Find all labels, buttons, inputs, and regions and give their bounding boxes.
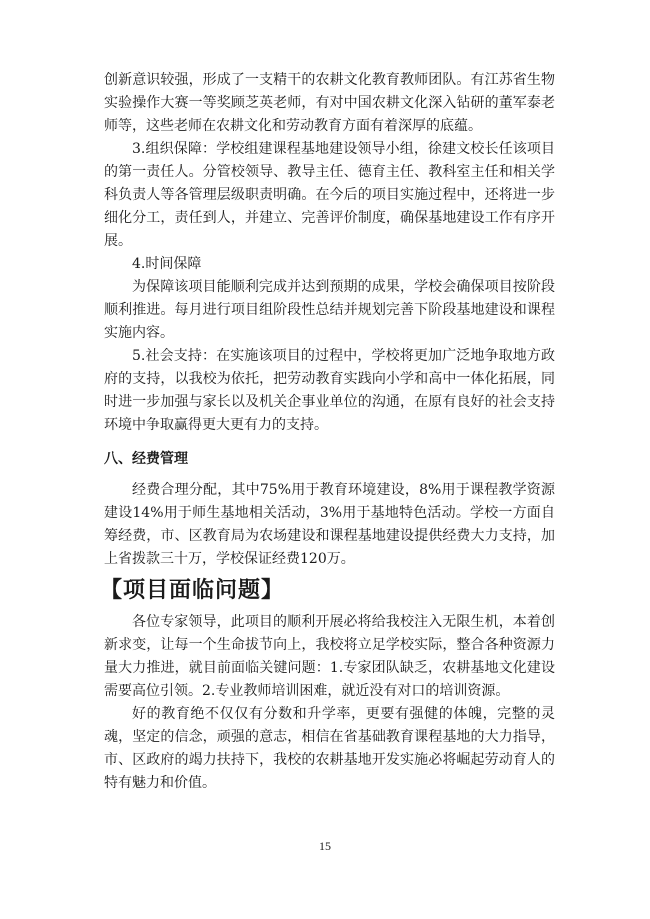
paragraph-issues: 各位专家领导，此项目的顺利开展必将给我校注入无限生机，本着创新求变，让每一个生命拔节向上，我校将立足学校实际，整合各种资源力量大力推进，就目前面临关键问题：1.专家团队缺乏，农耕基地文化建设需要高位引领。2.专业教师培训困难，就近没有对口的培训资源。 [104,614,555,699]
paragraph-conclusion: 好的教育绝不仅仅有分数和升学率，更要有强健的体魄，完整的灵魂，坚定的信念，顽强的意志，相信在省基础教育课程基地的大力指导，市、区政府的竭力扶持下，我校的农耕基地开发实施必将崛起劳动育人的特有魅力和价值。 [104,706,555,791]
page-number: 15 [319,839,331,853]
paragraph-time-guarantee: 为保障该项目能顺利完成并达到预期的成果，学校会确保项目按阶段顺利推进。每月进行项目组阶段性总结并规划完善下阶段基地建设和课程实施内容。 [104,279,555,341]
page-content [100,69,555,795]
paragraph-funding: 经费合理分配，其中75%用于教育环境建设，8%用于课程教学资源建设14%用于师生基地相关活动，3%用于基地特色活动。学校一方面自筹经费，市、区教育局为农场建设和课程基地建设提供经费大力支持，加上省拨款三十万，学校保证经费120万。 [104,482,555,567]
paragraph-teacher-team: 创新意识较强，形成了一支精干的农耕文化教育教师团队。有江苏省生物实验操作大赛一等奖顾芝英老师，有对中国农耕文化深入钻研的董军泰老师等，这些老师在农耕文化和劳动教育方面有着深厚的底蕴。 [104,72,555,134]
paragraph-time-guarantee-title: 4.时间保障 [132,256,202,272]
paragraph-social-support: 5.社会支持：在实施该项目的过程中，学校将更加广泛地争取地方政府的支持，以我校为依托，把劳动教育实践向小学和高中一体化拓展，同时进一步加强与家长以及机关企事业单位的沟通，在原有良好的社会支持环境中争取赢得更大更有力的支持。 [104,348,555,433]
section-heading-funding: 八、经费管理 [104,451,188,467]
paragraph-organization-guarantee: 3.组织保障：学校组建课程基地建设领导小组，徐建文校长任该项目的第一责任人。分管校领导、教导主任、德育主任、教科室主任和相关学科负责人等各管理层级职责明确。在今后的项目实施过程中，还将进一步细化分工，责任到人，并建立、完善评价制度，确保基地建设工作有序开展。 [104,141,555,249]
section-heading-issues: 【项目面临问题】 [100,578,285,603]
